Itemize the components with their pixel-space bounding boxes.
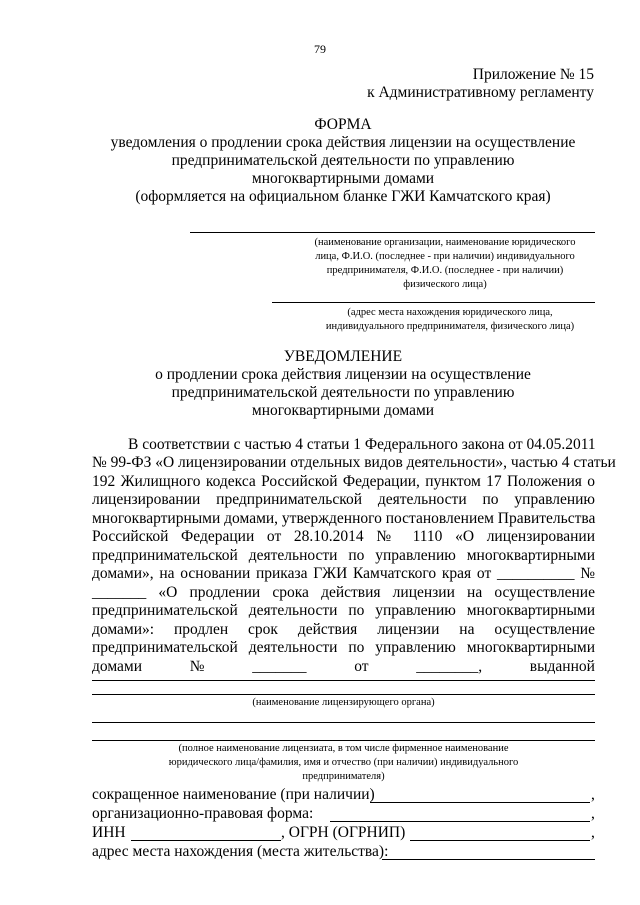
body-line: _______ «О продлении срока действия лицензии на осуществление [92,583,595,601]
licensee-caption: (полное наименование лицензиата, в том числе фирменное наименование [178,743,509,754]
body-last-line [92,658,595,676]
licensing-body-line [92,680,595,681]
body-line: Российской Федерации от 28.10.2014 № 1110 «О лицензировании [92,528,595,545]
form-title-line: предпринимательской деятельности по управлению [171,152,515,169]
form-title-line: уведомления о продлении срока действия лицензии на осуществление [110,134,576,151]
addressee-caption: (наименование организации, наименование юридического [314,237,576,248]
body-line: лицензировании предпринимательской деятельности по управлению [92,491,595,508]
ogrn-label: , ОГРН (ОГРНИП) [281,824,406,841]
licensee-line [92,722,595,723]
legal-form-field[interactable] [330,821,590,822]
appendix-line-2: к Административному регламенту [367,84,594,101]
notice-title-line: предпринимательской деятельности по управлению [171,384,515,401]
body-word: ________, [416,657,483,675]
address-label: адрес места нахождения (места жительства): [92,843,389,860]
form-title-line: многоквартирными домами [251,170,435,187]
body-word: от [354,657,369,675]
licensee-caption: предпринимателя) [302,771,385,782]
licensee-line [92,740,595,741]
body-line: 192 Жилищного кодекса Российской Федерации, пунктом 17 Положения о [92,472,595,490]
form-title-note: (оформляется на официальном бланке ГЖИ Камчатского края) [135,188,551,205]
addressee-caption: лица, Ф.И.О. (последнее - при наличии) индивидуального [315,251,575,262]
licensing-body-line [92,694,595,695]
short-name-label: сокращенное наименование (при наличии) [92,786,375,803]
body-line: № 99-ФЗ «О лицензировании отдельных видов деятельности», частью 4 статьи [92,454,616,471]
body-line: многоквартирными домами, утвержденного постановлением Правительства [92,509,596,527]
body-first-line: В соответствии с частью 4 статьи 1 Федерального закона от 04.05.2011 [128,436,596,453]
licensee-caption: юридического лица/фамилия, имя и отчество (при наличии) индивидуального [168,757,519,768]
body-line: предпринимательской деятельности по управлению многоквартирными [92,546,595,564]
addressee-caption: предпринимателя, Ф.И.О. (последнее - при наличии) [326,265,564,276]
page-number: 79 [314,42,326,56]
inn-field[interactable] [131,840,281,841]
legal-form-label: организационно-правовая форма: [92,805,314,822]
notice-title-line: о продлении срока действия лицензии на осуществление [155,366,531,383]
body-line: домами»: продлен срок действия лицензии на осуществление [92,620,595,638]
body-line: домами», на основании приказа ГЖИ Камчатского края от __________ № [92,565,595,582]
notice-title-line: многоквартирными домами [251,402,435,419]
address-line [272,302,595,303]
body-word: _______ [252,657,307,675]
address-caption: индивидуального предпринимателя, физического лица) [325,321,575,332]
ogrn-field[interactable] [410,840,590,841]
body-word: № [189,657,205,675]
body-line: предпринимательской деятельности по управлению многоквартирными [92,602,595,619]
addressee-caption: физического лица) [403,279,487,290]
inn-label: ИНН [92,824,126,841]
licensing-body-caption: (наименование лицензирующего органа) [252,697,435,708]
body-word: выданной [529,657,595,675]
form-heading: ФОРМА [314,116,372,133]
body-line: предпринимательской деятельности по управлению многоквартирными [92,639,595,656]
addressee-line [190,232,595,233]
notice-heading: УВЕДОМЛЕНИЕ [283,348,403,365]
appendix-line-1: Приложение № 15 [472,66,594,83]
address-field[interactable] [382,859,595,860]
short-name-field[interactable] [370,802,590,803]
body-word: домами [92,657,143,675]
address-caption: (адрес места нахождения юридического лица, [347,307,553,318]
